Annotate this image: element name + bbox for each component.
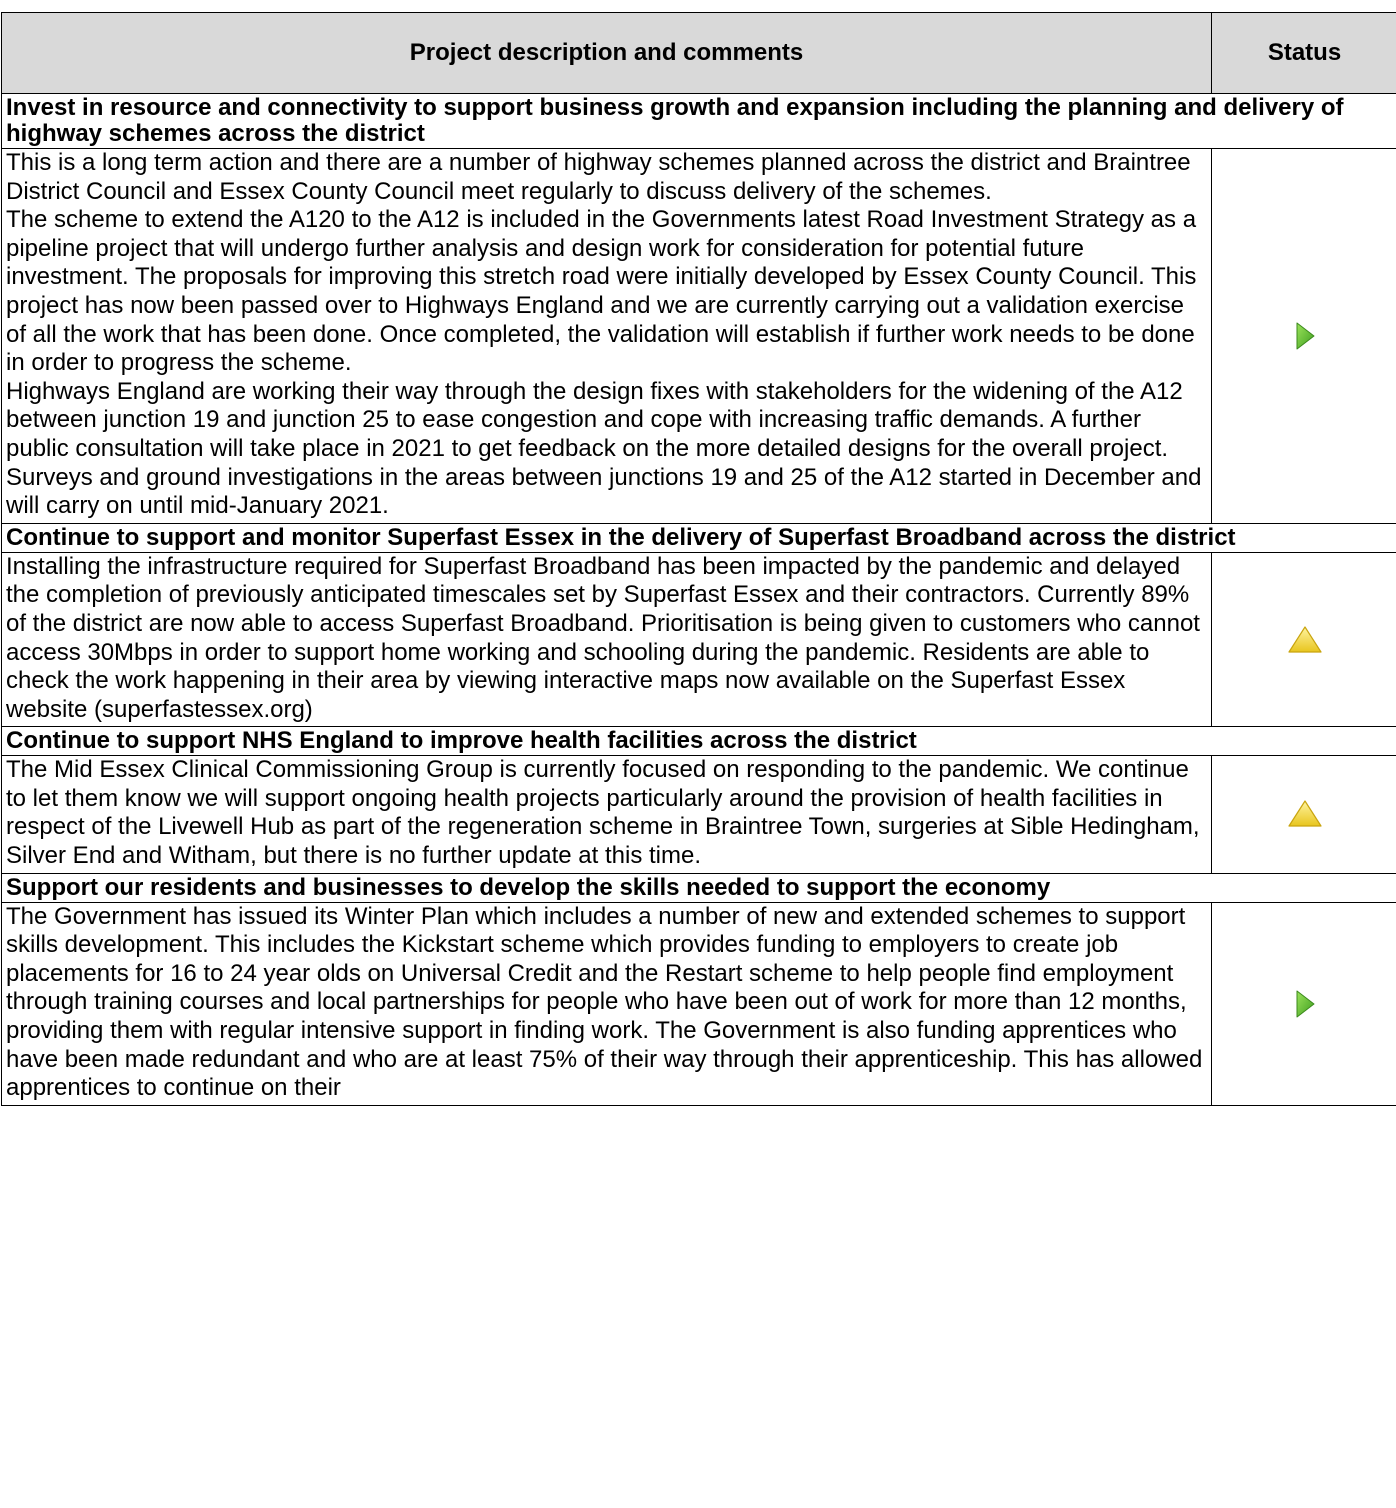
project-status-table bbox=[1, 12, 1396, 1106]
table-row bbox=[2, 552, 1396, 727]
status-cell bbox=[1212, 149, 1396, 524]
comment-paragraph: The Mid Essex Clinical Commissioning Group is currently focused on responding to the pandemic. We continue to let them know we will support ongoing health projects particularly around the provision of health facilities in respect of the Livewell Hub as part of the regeneration scheme in Braintree Town, surgeries at Sible Hedingham, Silver End and Witham, but there is no further update at this time. bbox=[6, 756, 1200, 870]
goal-title: Continue to support and monitor Superfast Essex in the delivery of Superfast Broadband across the district bbox=[2, 523, 1396, 552]
status-cell bbox=[1212, 902, 1396, 1105]
header-status: Status bbox=[1212, 13, 1396, 94]
goal-title: Continue to support NHS England to improve health facilities across the district bbox=[2, 727, 1396, 756]
project-comments bbox=[2, 902, 1212, 1105]
table-row bbox=[2, 149, 1396, 524]
goal-row bbox=[2, 523, 1396, 552]
comment-paragraph: The scheme to extend the A120 to the A12 is included in the Governments latest Road Investment Strategy as a pipeline project that will undergo further analysis and design work for consideration for potential future investment. The proposals for improving this stretch road were initially developed by Essex County Council. This project has now been passed over to Highways England and we are currently carrying out a validation exercise of all the work that has been done. Once completed, the validation will establish if further work needs to be done in order to progress the scheme. bbox=[6, 206, 1197, 377]
green-arrow-icon bbox=[1294, 989, 1316, 1019]
goal-row bbox=[2, 94, 1396, 149]
goal-row bbox=[2, 873, 1396, 902]
amber-triangle-icon bbox=[1287, 799, 1323, 829]
amber-triangle-icon bbox=[1287, 625, 1323, 655]
table-row bbox=[2, 756, 1396, 873]
status-cell bbox=[1212, 756, 1396, 873]
goal-title: Invest in resource and connectivity to support business growth and expansion including the planning and delivery of highway schemes across the district bbox=[2, 94, 1396, 149]
comment-paragraph: The Government has issued its Winter Plan which includes a number of new and extended schemes to support skills development. This includes the Kickstart scheme which provides funding to employers to create job placements for 16 to 24 year olds on Universal Credit and the Restart scheme to help people find employment through training courses and local partnerships for people who have been out of work for more than 12 months, providing them with regular intensive support in finding work. The Government is also funding apprentices who have been made redundant and who are at least 75% of their way through their apprenticeship. This has allowed apprentices to continue on their bbox=[6, 902, 1203, 1102]
goal-title: Support our residents and businesses to develop the skills needed to support the economy bbox=[2, 873, 1396, 902]
table-row bbox=[2, 902, 1396, 1105]
status-cell bbox=[1212, 552, 1396, 727]
project-comments bbox=[2, 756, 1212, 873]
green-arrow-icon bbox=[1294, 321, 1316, 351]
header-description: Project description and comments bbox=[2, 13, 1212, 94]
project-comments bbox=[2, 149, 1212, 524]
goal-row bbox=[2, 727, 1396, 756]
project-comments bbox=[2, 552, 1212, 727]
comment-paragraph: Highways England are working their way through the design fixes with stakeholders for the widening of the A12 between junction 19 and junction 25 to ease congestion and cope with increasing traffic demands. A further public consultation will take place in 2021 to get feedback on the more detailed designs for the overall project. Surveys and ground investigations in the areas between junctions 19 and 25 of the A12 started in December and will carry on until mid-January 2021. bbox=[6, 377, 1202, 520]
comment-paragraph: This is a long term action and there are a number of highway schemes planned across the district and Braintree District Council and Essex County Council meet regularly to discuss delivery of the schemes. bbox=[6, 149, 1191, 205]
comment-paragraph: Installing the infrastructure required for Superfast Broadband has been impacted by the pandemic and delayed the completion of previously anticipated timescales set by Superfast Essex and their contractors. Currently 89% of the district are now able to access Superfast Broadband. Prioritisation is being given to customers who cannot access 30Mbps in order to support home working and schooling during the pandemic. Residents are able to check the work happening in their area by viewing interactive maps now available on the Superfast Essex website (superfastessex.org) bbox=[6, 552, 1200, 723]
table-header-row bbox=[2, 13, 1396, 94]
